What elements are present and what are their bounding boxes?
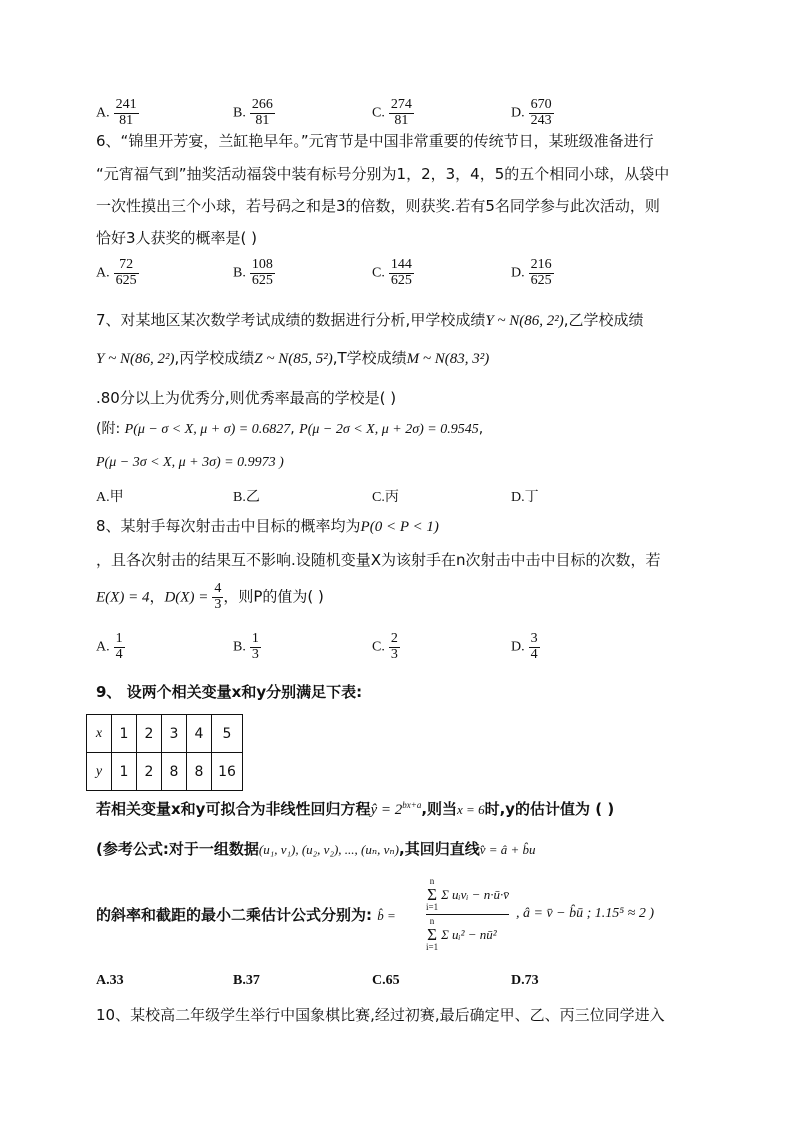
table-row — [87, 715, 243, 753]
q6-option-d: D. $\frac{216}{625}$ — [511, 257, 552, 288]
q8-line-2: ，且各次射击的结果互不影响.设随机变量X为该射手在n次射击中击中目标的次数，若 — [96, 551, 661, 569]
q9-line-3: (参考公式:对于一组数据(u₁, v₁), (u₂, v₂), ..., (uₙ, vₙ),其回归直线v̂ = â + b̂u — [96, 840, 536, 858]
summation-icon: n Σ i=1 — [426, 876, 439, 912]
q6-option-c: C. $\frac{144}{625}$ — [372, 257, 412, 288]
q10-line-1: 10、某校高二年级学生举行中国象棋比赛,经过初赛,最后确定甲、乙、丙三位同学进入 — [96, 1006, 665, 1024]
table-cell: y — [87, 753, 112, 791]
q9-intercept-formula: , â = v̄ − b̂ū ; 1.15⁵ ≈ 2 ) — [516, 906, 654, 921]
q8-option-d: D. $\frac{3}{4}$ — [511, 631, 538, 662]
q7-line-1: 7、对某地区某次数学考试成绩的数据进行分析,甲学校成绩Y ~ N(86, 2²),乙学校成绩 — [96, 311, 644, 329]
q9-data-table — [86, 714, 243, 791]
q9-line-4-text: 的斜率和截距的最小二乘估计公式分别为: b̂ = — [96, 906, 396, 924]
q5-option-b: B. $\frac{266}{81}$ — [233, 97, 273, 128]
q6-line-3: 一次性摸出三个小球，若号码之和是3的倍数，则获奖.若有5名同学参与此次活动，则 — [96, 197, 660, 215]
table-cell: 8 — [162, 753, 187, 791]
q9-line-2: 若相关变量x和y可拟合为非线性回归方程ŷ = $2^{bx+a}$,则当x = 6时,y的估计值为 ( ) — [96, 800, 615, 818]
q8-option-a: A. $\frac{1}{4}$ — [96, 631, 123, 662]
table-cell: 2 — [137, 753, 162, 791]
table-cell: 5 — [212, 715, 243, 753]
q8-line-3: E(X) = 4，D(X) = $\frac{4}{3}$ ，则P的值为( ) — [96, 581, 324, 612]
q6-option-b: B. $\frac{108}{625}$ — [233, 257, 273, 288]
q9-line-1: 9、 设两个相关变量x和y分别满足下表: — [96, 683, 363, 701]
q9-option-b: B.37 — [233, 973, 260, 988]
q7-option-b: B.乙 — [233, 490, 260, 505]
q5-option-d: D. $\frac{670}{243}$ — [511, 97, 552, 128]
q7-line-4: (附: P(μ − σ < X, μ + σ) = 0.6827, P(μ − 2σ < X, μ + 2σ) = 0.9545, — [96, 421, 484, 437]
q7-option-c: C.丙 — [372, 490, 399, 505]
q8-option-b: B. $\frac{1}{3}$ — [233, 631, 259, 662]
table-row — [87, 753, 243, 791]
q6-line-2: “元宵福气到”抽奖活动福袋中装有标号分别为1，2，3，4，5的五个相同小球，从袋中 — [96, 165, 670, 183]
table-cell: 1 — [112, 715, 137, 753]
table-cell: 8 — [187, 753, 212, 791]
q7-line-5: P(μ − 3σ < X, μ + 3σ) = 0.9973 ) — [96, 455, 284, 470]
table-cell: x — [87, 715, 112, 753]
q9-option-a: A.33 — [96, 973, 124, 988]
table-cell: 1 — [112, 753, 137, 791]
q5-option-a: A. $\frac{241}{81}$ — [96, 97, 137, 128]
q9-option-d: D.73 — [511, 973, 539, 988]
q6-line-4: 恰好3人获奖的概率是( ) — [96, 229, 258, 247]
q5-option-c: C. $\frac{274}{81}$ — [372, 97, 412, 128]
fraction-bar — [426, 914, 509, 915]
table-cell: 16 — [212, 753, 243, 791]
slope-numerator: n Σ i=1 Σ uᵢvᵢ − n·ū·v̄ — [426, 876, 509, 912]
q7-option-d: D.丁 — [511, 490, 539, 505]
q7-line-2: Y ~ N(86, 2²),丙学校成绩Z ~ N(85, 5²),T学校成绩M ~ N(83, 3²) — [96, 349, 490, 367]
table-cell: 2 — [137, 715, 162, 753]
q8-line-1: 8、某射手每次射击击中目标的概率均为P(0 < P < 1) — [96, 517, 439, 535]
q8-option-c: C. $\frac{2}{3}$ — [372, 631, 398, 662]
q7-line-3: .80分以上为优秀分,则优秀率最高的学校是( ) — [96, 389, 397, 407]
summation-icon: n Σ i=1 — [426, 916, 439, 952]
q6-line-1: 6、“锦里开芳宴，兰缸艳早年。”元宵节是中国非常重要的传统节日，某班级准备进行 — [96, 132, 654, 150]
q6-option-a: A. $\frac{72}{625}$ — [96, 257, 137, 288]
table-cell: 3 — [162, 715, 187, 753]
q9-slope-formula — [426, 877, 509, 952]
q9-option-c: C.65 — [372, 973, 400, 988]
table-cell: 4 — [187, 715, 212, 753]
q7-option-a: A.甲 — [96, 490, 124, 505]
slope-denominator: n Σ i=1 Σ uᵢ² − nū² — [426, 916, 497, 952]
